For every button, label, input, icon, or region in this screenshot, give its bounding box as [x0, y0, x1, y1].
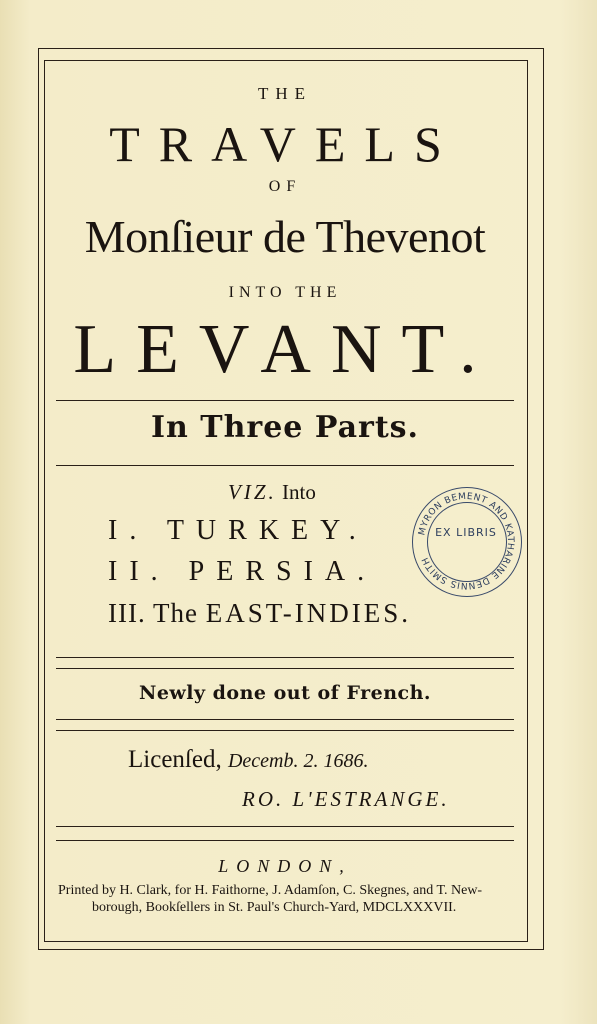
- rule-divider: [56, 719, 514, 720]
- into-label: Into: [282, 480, 316, 504]
- license-label: Licenſed,: [128, 746, 222, 773]
- rule-divider: [56, 840, 514, 841]
- rule-divider: [56, 826, 514, 827]
- licenser-name: RO. L'ESTRANGE.: [242, 787, 450, 811]
- ex-libris-stamp: [412, 487, 522, 597]
- stamp-ring-label: MYRON BEMENT AND KATHARINE DENNIS SMITH: [417, 491, 516, 591]
- part-name: PERSIA.: [188, 556, 377, 587]
- part-number: II.: [108, 556, 170, 587]
- rule-divider: [56, 668, 514, 669]
- part-name: TURKEY.: [166, 515, 368, 546]
- rule-divider: [56, 730, 514, 731]
- part-number: III.: [108, 598, 146, 628]
- translation-note: Newly done out of French.: [138, 682, 432, 704]
- license-date: Decemb. 2. 1686.: [227, 750, 369, 772]
- parts-heading: In Three Parts.: [150, 410, 420, 445]
- list-item: [108, 515, 368, 547]
- stamp-inner-circle: [427, 502, 507, 582]
- imprint-line-2: borough, Bookſellers in St. Paul's Church-Yard, MDCLXXXVII.: [92, 900, 457, 915]
- rule-divider: [56, 657, 514, 658]
- title-of: OF: [268, 178, 302, 195]
- part-article: The: [153, 598, 198, 628]
- part-number: I.: [108, 515, 149, 546]
- title-the: THE: [257, 84, 313, 103]
- license-line: [128, 746, 368, 774]
- title-travels: TRAVELS: [109, 116, 461, 172]
- rule-divider: [56, 465, 514, 466]
- part-name: EAST-INDIES.: [205, 598, 411, 628]
- imprint-line-1: Printed by H. Clark, for H. Faithorne, J. Adamſon, C. Skegnes, and T. New-: [58, 883, 483, 898]
- list-item: [108, 598, 411, 629]
- list-item: [108, 556, 376, 588]
- viz-line: [228, 480, 316, 505]
- title-levant: LEVANT.: [73, 311, 497, 388]
- imprint-place: LONDON,: [218, 856, 352, 876]
- stamp-center-text: EX LIBRIS: [435, 526, 497, 539]
- rule-divider: [56, 400, 514, 401]
- author-name: Monſieur de Thevenot: [84, 211, 486, 262]
- viz-label: VIZ.: [228, 480, 277, 504]
- title-into-the: INTO THE: [228, 284, 342, 301]
